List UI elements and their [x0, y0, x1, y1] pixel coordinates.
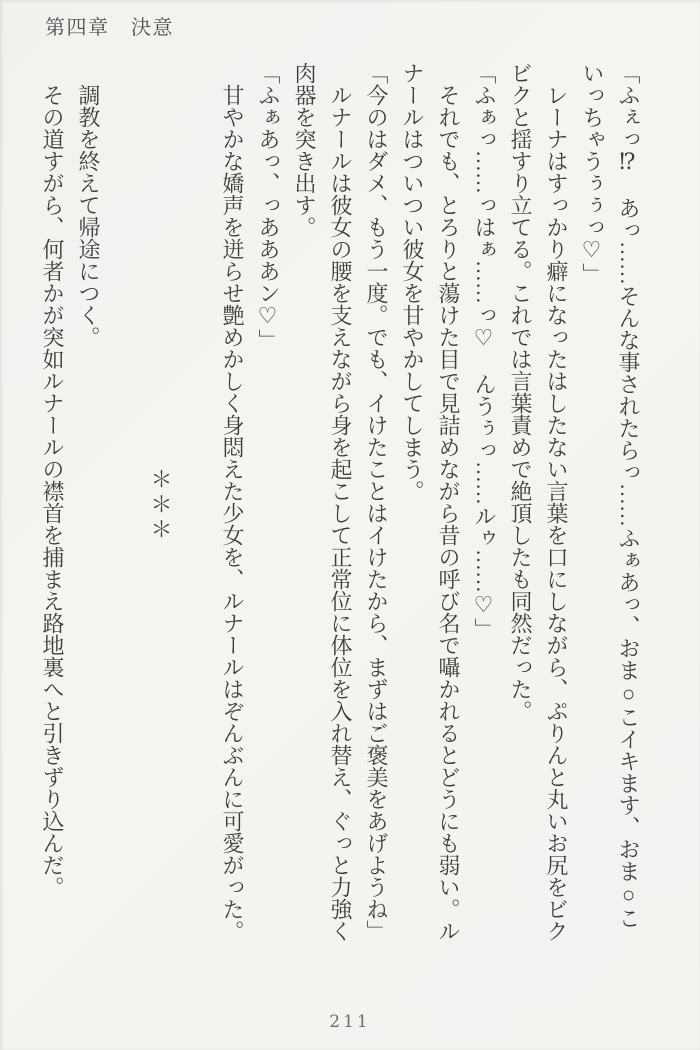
page-number: 211 [329, 1012, 371, 1032]
dialogue-line: 「ふぁっ……っはぁ……っ♡ んうぅっ……ルゥ……♡」 [472, 62, 497, 640]
vertical-text-body [34, 62, 646, 948]
chapter-running-head: 第四章 決意 [45, 17, 174, 39]
narration-line: 調教を終えて帰途につく。 [76, 62, 101, 348]
dialogue-line: 「ふぁあっ、っあああン♡」 [256, 62, 281, 351]
dialogue-line: 「今のはダメ、もう一度。でも、イけたことはイけたから、まずはご褒美をあげようね」 [364, 62, 389, 942]
narration-line: その道すがら、何者かが突如ルナールの襟首を捕まえ路地裏へと引きずり込んだ。 [40, 62, 65, 898]
narration-line: 甘やかな嬌声を迸らせ艶めかしく身悶えた少女を、ルナールはぞんぶんに可愛がった。 [220, 62, 245, 942]
scene-separator: ＊＊＊ [148, 467, 173, 543]
dialogue-line: 「ふぇっ⁉ あっ……そんな事されたらっ……ふぁあっ、おま○こイキます、おま○こいっちゃうぅぅっ♡」 [580, 62, 641, 929]
narration-line: それでも、とろりと蕩けた目で見詰めながら昔の呼び名で囁かれるとどうにも弱い。ルナールはついつい彼女を甘やかしてしまう。 [400, 62, 461, 942]
narration-line: ルナールは彼女の腰を支えながら身を起こして正常位に体位を入れ替え、ぐっと力強く肉器を突き出す。 [292, 62, 353, 942]
narration-line: レーナはすっかり癖になったはしたない言葉を口にしながら、ぷりんと丸いお尻をビクビクと揺すり立てる。これでは言葉責めで絶頂したも同然だった。 [508, 62, 569, 942]
